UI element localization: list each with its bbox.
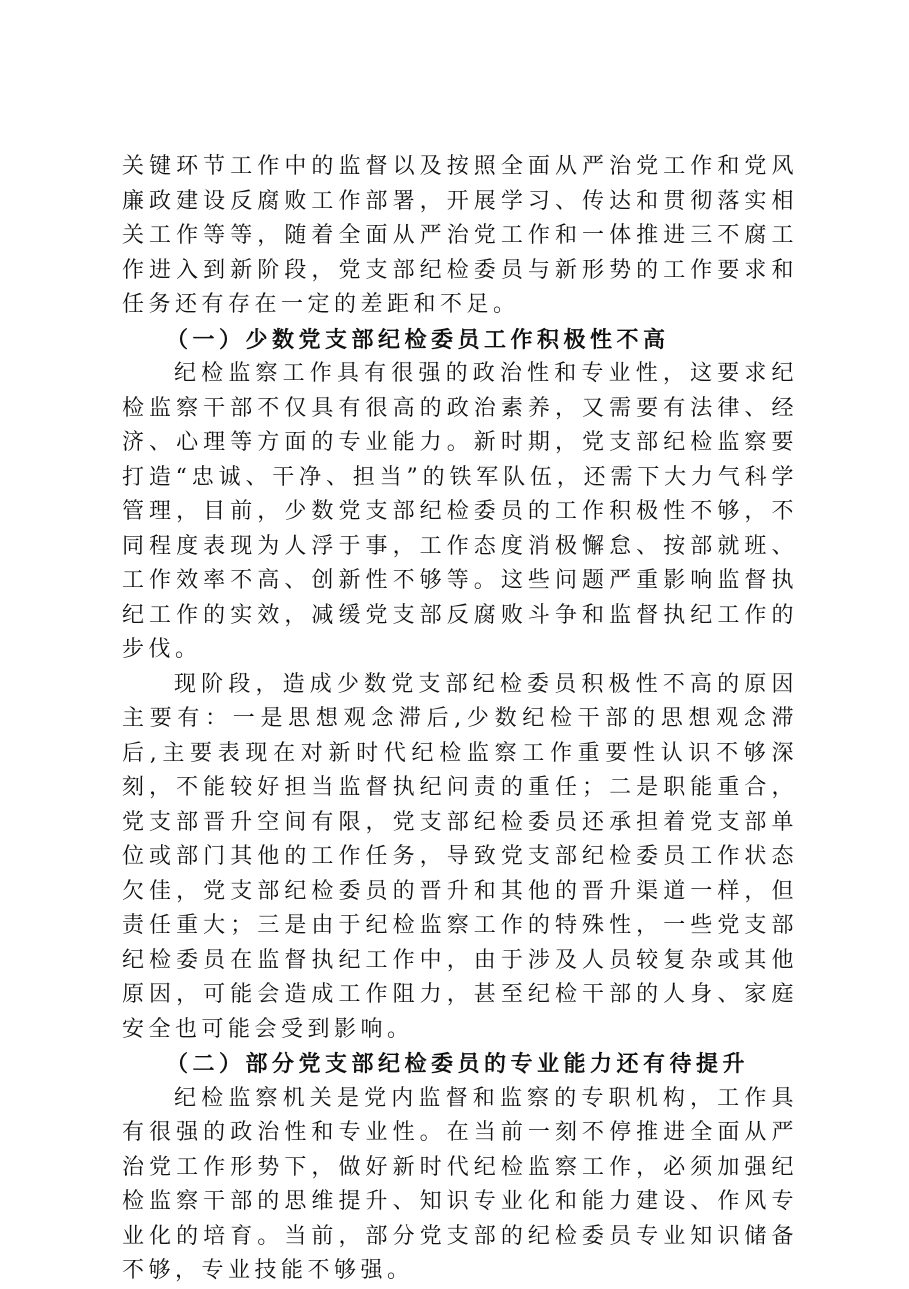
paragraph: 纪检监察机关是党内监督和监察的专职机构，工作具有很强的政治性和专业性。在当前一刻不停推进全面从严治党工作形势下，做好新时代纪检监察工作，必须加强纪检监察干部的思维提升、知识专业化和能力建设、作风专业化的培育。当前，部分党支部的纪检委员专业知识储备不够，专业技能不够强。 <box>122 1085 798 1283</box>
section-heading-2: （二）部分党支部纪检委员的专业能力还有待提升 <box>166 1051 750 1077</box>
paragraph: 纪检监察工作具有很强的政治性和专业性，这要求纪检监察干部不仅具有很高的政治素养，又需要有法律、经济、心理等方面的专业能力。新时期，党支部纪检监察要打造“忠诚、干净、担当”的铁军队伍，还需下大力气科学管理，目前，少数党支部纪检委员的工作积极性不够，不同程度表现为人浮于事，工作态度消极懈怠、按部就班、工作效率不高、创新性不够等。这些问题严重影响监督执纪工作的实效，减缓党支部反腐败斗争和监督执纪工作的步伐。 <box>122 361 798 662</box>
section-heading-1: （一）少数党支部纪检委员工作积极性不高 <box>166 326 670 353</box>
document-body <box>122 150 798 1289</box>
paragraph: 现阶段，造成少数党支部纪检委员积极性不高的原因主要有：一是思想观念滞后,少数纪检干部的思想观念滞后,主要表现在对新时代纪检监察工作重要性认识不够深刻，不能较好担当监督执纪问责的重任；二是职能重合，党支部晋升空间有限，党支部纪检委员还承担着党支部单位或部门其他的工作任务，导致党支部纪检委员工作状态欠佳，党支部纪检委员的晋升和其他的晋升渠道一样，但责任重大；三是由于纪检监察工作的特殊性，一些党支部纪检委员在监督执纪工作中，由于涉及人员较复杂或其他原因，可能会造成工作阻力，甚至纪检干部的人身、家庭安全也可能会受到影响。 <box>122 671 798 1042</box>
paragraph-continued: 关键环节工作中的监督以及按照全面从严治党工作和党风廉政建设反腐败工作部署，开展学习、传达和贯彻落实相关工作等等，随着全面从严治党工作和一体推进三不腐工作进入到新阶段，党支部纪检委员与新形势的工作要求和任务还有存在一定的差距和不足。 <box>122 154 798 317</box>
